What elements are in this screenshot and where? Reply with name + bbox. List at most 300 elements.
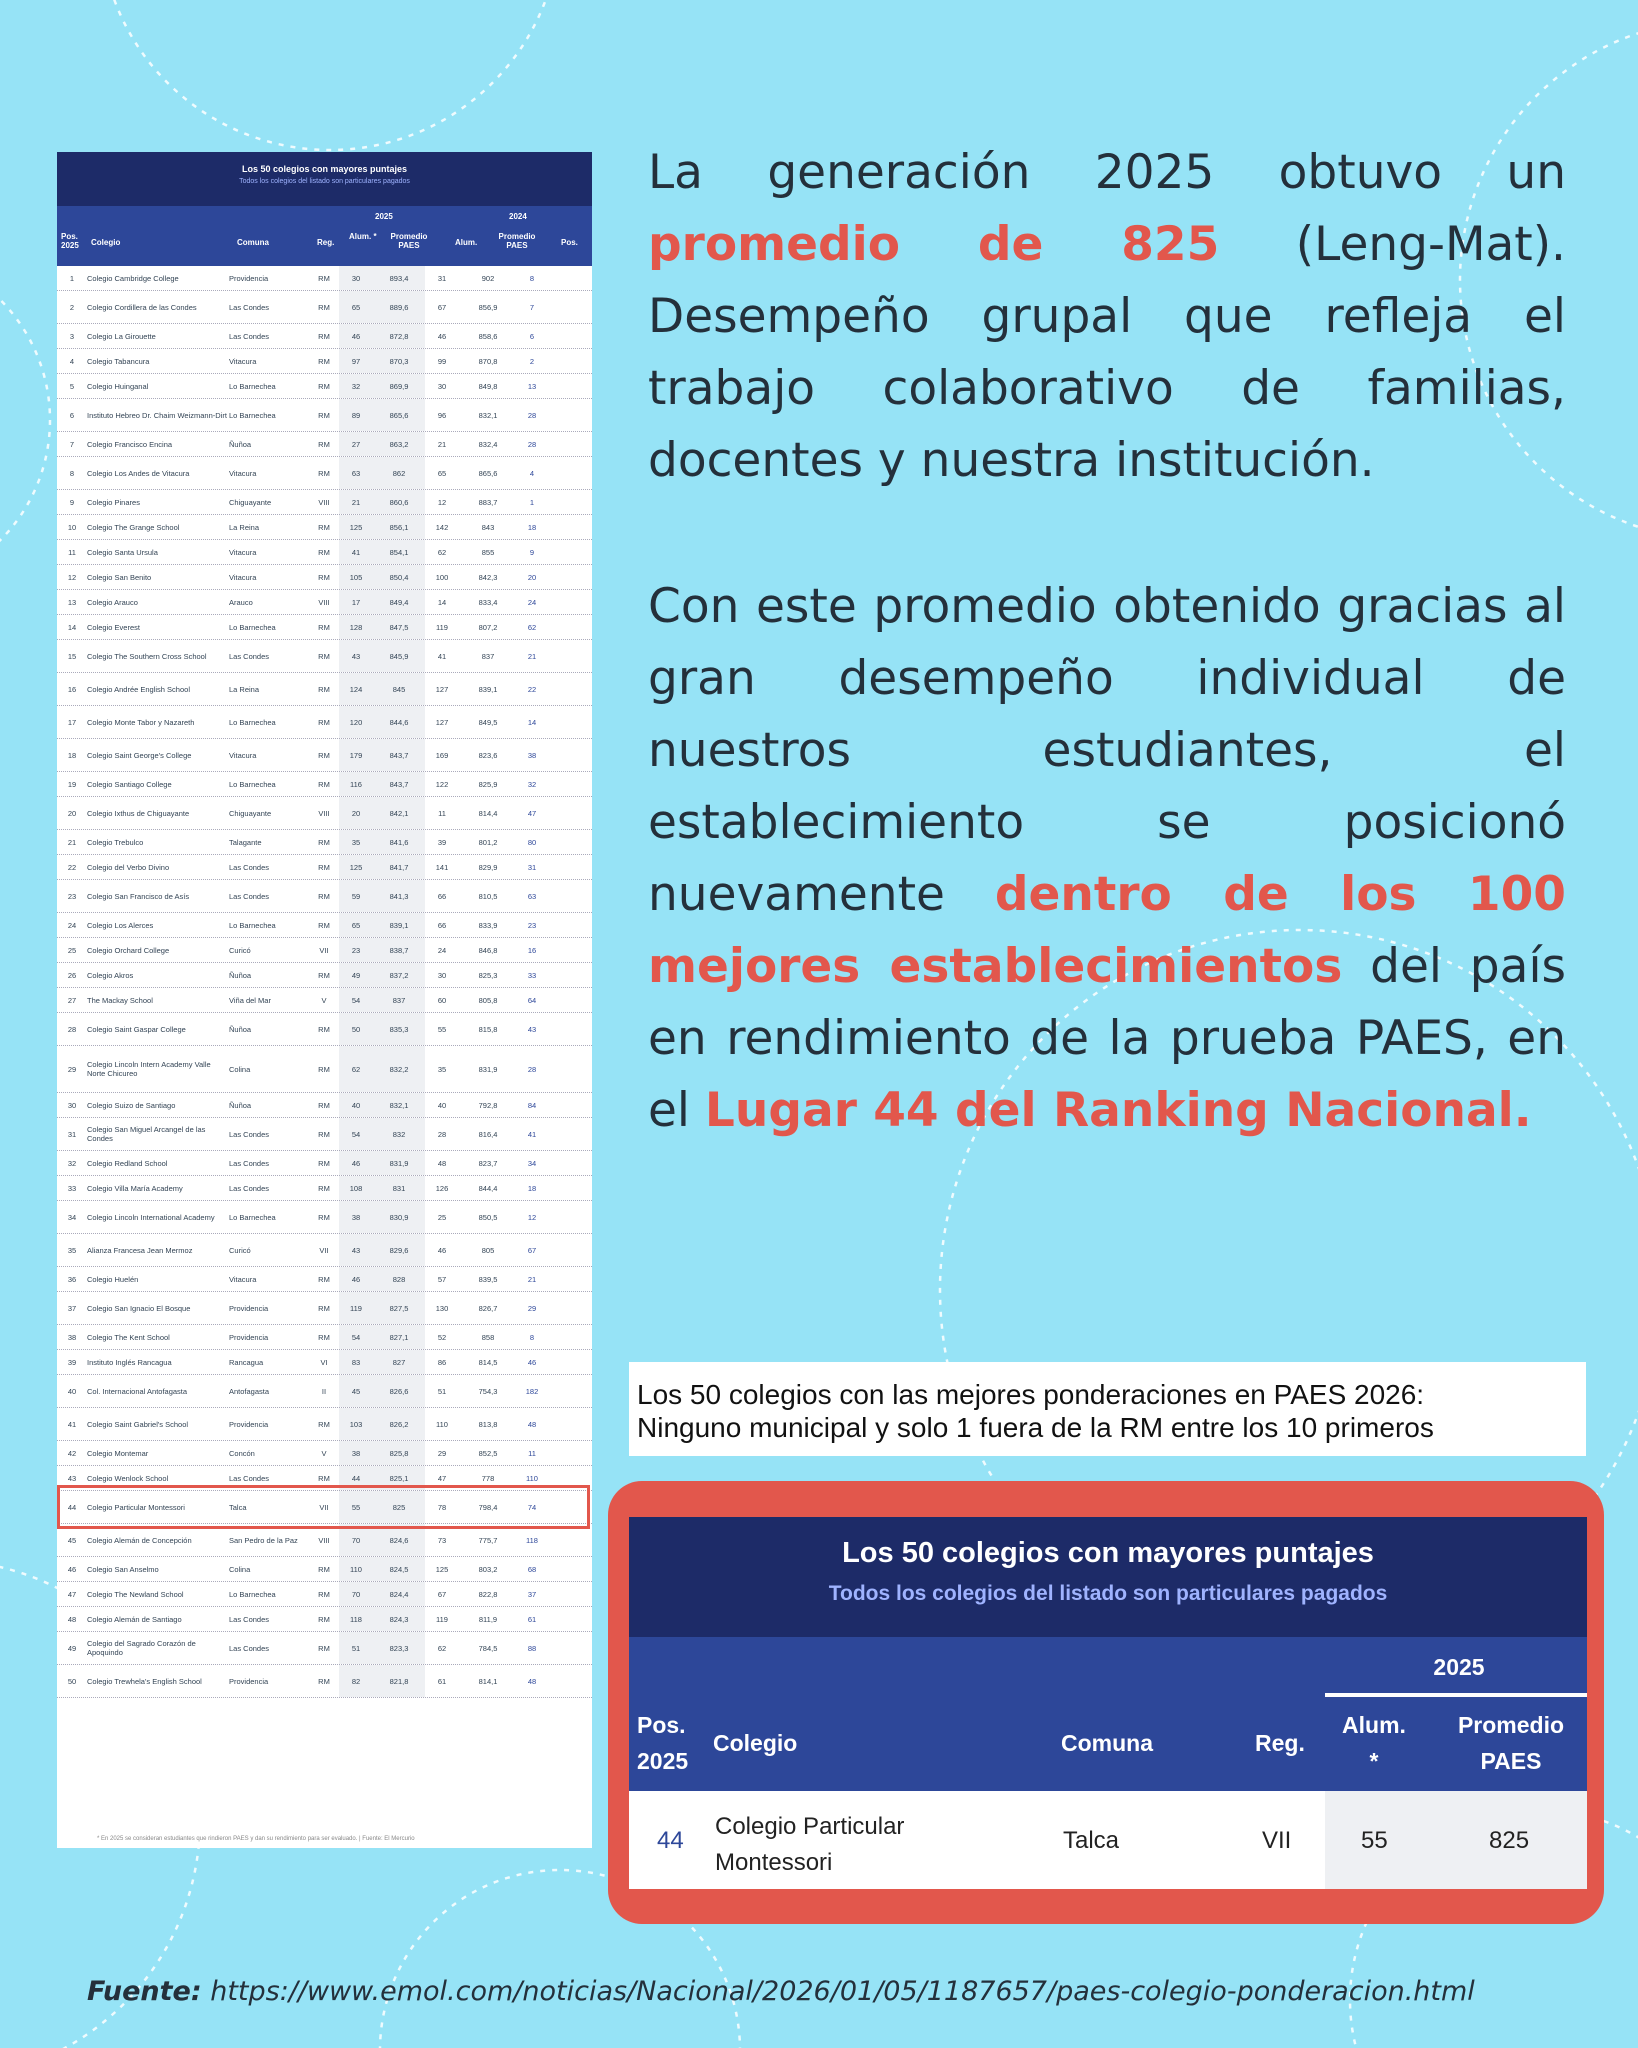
mini-cell-pos-2024: 1 [529,497,535,507]
mini-cell-pos: 13 [67,597,77,607]
mini-cell-alum-2024: 66 [437,891,447,901]
mini-table-column-headers [57,206,592,266]
mini-table-row [57,1557,592,1582]
mini-cell-pos-2024: 182 [525,1386,539,1396]
mini-cell-comuna: Lo Barnechea [229,622,276,632]
mini-cell-alum: 46 [339,1267,373,1291]
mini-cell-alum: 23 [339,938,373,962]
mini-cell-pos-2024: 62 [527,622,537,632]
mini-cell-reg: V [321,995,327,1005]
mini-cell-promedio-2024: 849,5 [478,717,498,727]
mini-cell-alum: 118 [339,1607,373,1631]
mini-cell-pos-2024: 12 [527,1212,537,1222]
mini-table-row [57,1118,592,1151]
mini-cell-pos: 33 [67,1183,77,1193]
para2-text-b: del país en rendimiento de la prueba PAES, en el [648,939,1566,1138]
mini-cell-promedio-2024: 839,1 [478,684,498,694]
source-label: Fuente: [87,1976,202,2007]
mini-cell-promedio: 843,7 [373,772,425,796]
mini-cell-colegio: Colegio Saint Gaspar College [87,1024,186,1034]
mini-table-row [57,490,592,515]
mini-cell-pos-2024: 21 [527,651,537,661]
mini-cell-promedio-2024: 855 [481,547,495,557]
mini-table-row [57,432,592,457]
mini-cell-alum: 50 [339,1013,373,1045]
mini-cell-pos-2024: 21 [527,1274,537,1284]
mini-cell-alum-2024: 25 [437,1212,447,1222]
mini-cell-reg: RM [318,779,330,789]
mini-cell-promedio: 832,2 [373,1046,425,1092]
mini-cell-promedio: 837,2 [373,963,425,987]
mini-cell-comuna: Colina [229,1064,251,1074]
mini-cell-comuna: Colina [229,1564,251,1574]
mini-cell-promedio: 830,9 [373,1201,425,1233]
mini-cell-alum-2024: 125 [435,1564,449,1574]
mini-cell-colegio: Colegio San Ignacio El Bosque [87,1303,191,1313]
mini-cell-comuna: Curicó [229,945,251,955]
mini-cell-pos-2024: 74 [527,1502,537,1512]
mini-cell-pos: 49 [67,1643,77,1653]
mini-cell-pos-2024: 41 [527,1129,537,1139]
big-row-colegio [715,1809,904,1881]
mini-cell-reg: VIII [318,1535,330,1545]
mini-cell-reg: RM [318,1614,330,1624]
mini-cell-colegio: Colegio The Kent School [87,1332,170,1342]
big-row-alum: 55 [1361,1827,1388,1854]
big-table-title: Los 50 colegios con mayores puntajes [842,1537,1374,1569]
mini-table-row [57,1234,592,1267]
mini-cell-promedio: 850,4 [373,565,425,589]
mini-cell-pos: 23 [67,891,77,901]
mini-cell-pos-2024: 22 [527,684,537,694]
mini-cell-colegio: Colegio The Southern Cross School [87,651,207,661]
mini-cell-comuna: La Reina [229,684,260,694]
mini-cell-alum-2024: 62 [437,1643,447,1653]
mini-cell-reg: RM [318,572,330,582]
mini-cell-pos: 16 [67,684,77,694]
big-col-prom-l2: PAES [1480,1748,1542,1774]
mini-cell-alum-2024: 169 [435,750,449,760]
mini-cell-comuna: Vitacura [229,572,257,582]
mini-cell-promedio: 841,7 [373,855,425,879]
mini-cell-reg: RM [318,1158,330,1168]
big-row-colegio-l1: Colegio Particular [715,1813,905,1840]
mini-table-row [57,963,592,988]
big-col-reg: Reg. [1255,1730,1305,1756]
mini-cell-promedio-2024: 850,5 [478,1212,498,1222]
mini-cell-promedio: 826,6 [373,1375,425,1407]
mini-cell-comuna: Ñuñoa [229,1024,252,1034]
mini-cell-promedio: 893,4 [373,266,425,290]
mini-cell-alum-2024: 48 [437,1158,447,1168]
mini-cell-alum-2024: 28 [437,1129,447,1139]
mini-cell-colegio: Colegio Huinganal [87,381,149,391]
mini-cell-promedio-2024: 754,3 [478,1386,498,1396]
mini-cell-alum: 116 [339,772,373,796]
mini-cell-alum-2024: 66 [437,920,447,930]
mini-cell-pos-2024: 7 [529,302,535,312]
mini-cell-promedio-2024: 784,5 [478,1643,498,1653]
mini-cell-comuna: Vitacura [229,356,257,366]
mini-cell-promedio: 843,7 [373,739,425,771]
big-col-colegio: Colegio [713,1730,798,1756]
mini-cell-promedio: 824,5 [373,1557,425,1581]
mini-cell-promedio: 842,1 [373,797,425,829]
mini-cell-pos: 2 [69,302,75,312]
mini-cell-pos-2024: 80 [527,837,537,847]
mini-cell-alum: 54 [339,988,373,1012]
mini-cell-promedio: 828 [373,1267,425,1291]
mini-cell-promedio: 826,2 [373,1408,425,1440]
mini-cell-pos-2024: 6 [529,331,535,341]
big-col-pos-l1: Pos. [637,1712,686,1738]
mini-cell-alum: 125 [339,515,373,539]
mini-cell-promedio-2024: 856,9 [478,302,498,312]
mini-cell-pos: 44 [67,1502,77,1512]
mini-cell-alum-2024: 96 [437,410,447,420]
big-row-comuna: Talca [1063,1827,1120,1854]
mini-cell-pos-2024: 28 [527,410,537,420]
mini-cell-pos: 47 [67,1589,77,1599]
mini-cell-alum: 54 [339,1325,373,1349]
mini-cell-pos-2024: 68 [527,1564,537,1574]
mini-cell-pos: 3 [69,331,75,341]
mini-cell-comuna: Providencia [229,1676,269,1686]
mini-table-row [57,457,592,490]
mini-cell-alum-2024: 62 [437,547,447,557]
mini-cell-promedio-2024: 814,4 [478,808,498,818]
mini-cell-promedio: 831,9 [373,1151,425,1175]
mini-cell-reg: VIII [318,497,330,507]
mini-table-row [57,706,592,739]
mini-cell-comuna: Lo Barnechea [229,1212,276,1222]
mini-cell-pos: 22 [67,862,77,872]
mini-cell-promedio-2024: 846,8 [478,945,498,955]
mini-cell-pos: 19 [67,779,77,789]
mini-cell-alum: 105 [339,565,373,589]
mini-cell-colegio: Colegio Cordillera de las Condes [87,302,197,312]
mini-cell-comuna: Lo Barnechea [229,381,276,391]
mini-cell-promedio-2024: 775,7 [478,1535,498,1545]
mini-cell-promedio: 823,3 [373,1632,425,1664]
mini-cell-reg: VIII [318,597,330,607]
mini-col-promedio-2024: Promedio PAES [498,232,536,250]
mini-cell-reg: RM [318,1129,330,1139]
big-col-pos [637,1707,688,1779]
mini-cell-pos-2024: 14 [527,717,537,727]
mini-cell-colegio: Colegio San Benito [87,572,152,582]
mini-cell-reg: RM [318,1589,330,1599]
mini-cell-colegio: Colegio Pinares [87,497,140,507]
mini-cell-comuna: Concón [229,1448,255,1458]
mini-cell-colegio: Colegio Saint George's College [87,750,192,760]
mini-cell-colegio: Colegio San Anselmo [87,1564,159,1574]
mini-cell-colegio: Colegio Santiago College [87,779,172,789]
mini-cell-alum-2024: 130 [435,1303,449,1313]
big-col-year-divider [1325,1693,1587,1697]
mini-table-row [57,673,592,706]
mini-cell-alum-2024: 51 [437,1386,447,1396]
para2-text-a: Con este promedio obtenido gracias al gran desempeño individual de nuestros estudiantes, el establecimiento se posicionó nuevamente [648,579,1566,922]
mini-cell-pos: 26 [67,970,77,980]
mini-cell-alum: 20 [339,797,373,829]
mini-cell-promedio: 889,6 [373,291,425,323]
mini-cell-pos: 25 [67,945,77,955]
mini-cell-colegio: Colegio Cambridge College [87,273,179,283]
mini-cell-alum-2024: 65 [437,468,447,478]
mini-cell-promedio-2024: 842,3 [478,572,498,582]
mini-cell-alum-2024: 35 [437,1064,447,1074]
mini-cell-alum: 46 [339,324,373,348]
mini-cell-comuna: Vitacura [229,468,257,478]
mini-cell-colegio: Colegio Santa Ursula [87,547,158,557]
mini-cell-alum-2024: 11 [438,808,446,818]
mini-table-row [57,797,592,830]
mini-cell-comuna: Curicó [229,1245,251,1255]
mini-cell-promedio: 821,8 [373,1665,425,1697]
mini-cell-pos-2024: 11 [528,1448,536,1458]
mini-cell-promedio-2024: 837 [481,651,495,661]
mini-cell-promedio: 831 [373,1176,425,1200]
mini-cell-comuna: Las Condes [229,1183,270,1193]
mini-cell-comuna: Lo Barnechea [229,920,276,930]
mini-cell-promedio-2024: 831,9 [478,1064,498,1074]
mini-cell-colegio: Colegio The Grange School [87,522,180,532]
mini-cell-pos-2024: 38 [527,750,537,760]
mini-cell-colegio: Alianza Francesa Jean Mermoz [87,1245,193,1255]
mini-cell-colegio: Colegio La Girouette [87,331,156,341]
mini-cell-alum-2024: 47 [437,1473,447,1483]
mini-table-row [57,855,592,880]
mini-cell-pos: 39 [67,1357,77,1367]
mini-table-body [57,266,592,1698]
mini-cell-pos-2024: 24 [527,597,537,607]
mini-cell-comuna: Las Condes [229,1158,270,1168]
mini-table-row [57,1665,592,1698]
mini-cell-reg: RM [318,1064,330,1074]
mini-cell-promedio-2024: 805 [481,1245,495,1255]
mini-cell-reg: RM [318,1332,330,1342]
mini-cell-promedio-2024: 829,9 [478,862,498,872]
mini-cell-alum-2024: 46 [437,1245,447,1255]
mini-cell-promedio-2024: 839,5 [478,1274,498,1284]
mini-cell-promedio: 860,6 [373,490,425,514]
mini-table-row [57,1350,592,1375]
mini-cell-pos-2024: 2 [529,356,535,366]
mini-cell-promedio-2024: 844,4 [478,1183,498,1193]
mini-cell-alum-2024: 14 [437,597,447,607]
mini-cell-comuna: Chiguayante [229,808,272,818]
mini-cell-comuna: Lo Barnechea [229,717,276,727]
mini-cell-pos: 41 [67,1419,77,1429]
mini-cell-comuna: Providencia [229,273,269,283]
mini-cell-promedio: 825 [373,1491,425,1523]
mini-col-promedio: Promedio PAES [390,232,428,250]
zoomed-ranking-table [629,1517,1587,1889]
mini-cell-reg: RM [318,717,330,727]
mini-cell-colegio: Colegio Redland School [87,1158,168,1168]
mini-cell-colegio: Colegio Lincoln International Academy [87,1212,215,1222]
mini-cell-alum: 110 [339,1557,373,1581]
mini-cell-alum: 46 [339,1151,373,1175]
mini-cell-colegio: Colegio Arauco [87,597,138,607]
mini-cell-pos-2024: 33 [527,970,537,980]
mini-cell-comuna: Lo Barnechea [229,1589,276,1599]
source-url[interactable]: https://www.emol.com/noticias/Nacional/2026/01/05/1187657/paes-colegio-ponderacion.html [201,1976,1475,2007]
mini-cell-alum-2024: 60 [437,995,447,1005]
mini-cell-alum-2024: 46 [437,331,447,341]
mini-cell-promedio: 829,6 [373,1234,425,1266]
mini-cell-pos-2024: 48 [527,1676,537,1686]
mini-cell-pos-2024: 23 [527,920,537,930]
mini-cell-comuna: Las Condes [229,862,270,872]
mini-cell-comuna: Las Condes [229,331,270,341]
mini-cell-promedio: 839,1 [373,913,425,937]
mini-cell-alum-2024: 86 [437,1357,447,1367]
mini-cell-reg: RM [318,1643,330,1653]
mini-cell-alum-2024: 41 [437,651,447,661]
mini-cell-reg: RM [318,1183,330,1193]
mini-cell-alum-2024: 73 [437,1535,447,1545]
mini-cell-pos: 38 [67,1332,77,1342]
mini-table-row [57,1093,592,1118]
mini-cell-alum: 21 [339,490,373,514]
mini-table-row [57,324,592,349]
mini-cell-comuna: Vitacura [229,1274,257,1284]
mini-cell-pos: 42 [67,1448,77,1458]
mini-cell-alum-2024: 29 [437,1448,447,1458]
mini-cell-comuna: Las Condes [229,1473,270,1483]
mini-cell-pos: 6 [69,410,75,420]
mini-cell-pos: 10 [67,522,77,532]
para2-highlight-top100: dentro de los 100 mejores establecimientos [648,867,1566,994]
mini-cell-promedio-2024: 852,5 [478,1448,498,1458]
mini-cell-pos-2024: 88 [527,1643,537,1653]
mini-cell-alum-2024: 127 [435,684,449,694]
mini-cell-promedio: 865,6 [373,399,425,431]
mini-cell-alum: 70 [339,1524,373,1556]
mini-cell-reg: RM [318,970,330,980]
big-col-pos-l2: 2025 [637,1748,689,1774]
mini-cell-alum-2024: 24 [437,945,447,955]
mini-cell-alum: 41 [339,540,373,564]
mini-cell-promedio: 825,1 [373,1466,425,1490]
mini-cell-alum-2024: 119 [436,1614,448,1624]
para1-highlight-promedio: promedio de 825 [648,217,1220,272]
mini-cell-reg: RM [318,356,330,366]
mini-cell-reg: RM [318,891,330,901]
mini-cell-pos: 30 [67,1100,77,1110]
mini-cell-colegio: Colegio Ixthus de Chiguayante [87,808,190,818]
mini-table-row [57,880,592,913]
mini-cell-pos: 37 [67,1303,77,1313]
mini-cell-reg: RM [318,1274,330,1284]
mini-cell-colegio: Colegio Orchard College [87,945,170,955]
mini-table-row [57,349,592,374]
mini-cell-alum: 38 [339,1441,373,1465]
mini-cell-pos: 5 [69,381,75,391]
mini-cell-promedio-2024: 865,6 [478,468,498,478]
mini-cell-pos: 45 [67,1535,77,1545]
para1-text-a: La generación 2025 obtuvo un [648,145,1566,200]
mini-cell-colegio: Colegio San Francisco de Asís [87,891,190,901]
mini-cell-alum-2024: 57 [437,1274,447,1284]
mini-cell-promedio: 869,9 [373,374,425,398]
mini-cell-reg: RM [318,331,330,341]
mini-cell-reg: RM [318,1419,330,1429]
big-col-comuna: Comuna [1061,1730,1153,1756]
mini-cell-comuna: Las Condes [229,302,270,312]
mini-cell-alum-2024: 12 [437,497,447,507]
mini-cell-reg: RM [318,302,330,312]
mini-cell-reg: V [321,1448,327,1458]
mini-cell-promedio: 824,4 [373,1582,425,1606]
mini-cell-reg: RM [318,1303,330,1313]
mini-cell-pos: 21 [67,837,77,847]
mini-table-row [57,1582,592,1607]
mini-cell-alum: 179 [339,739,373,771]
mini-cell-colegio: Colegio Alemán de Concepción [87,1535,192,1545]
mini-cell-colegio: Colegio Huelén [87,1274,139,1284]
mini-cell-promedio-2024: 833,9 [478,920,498,930]
big-col-prom-l1: Promedio [1457,1712,1565,1738]
mini-cell-colegio: Colegio Montemar [87,1448,149,1458]
mini-highlight-row-box [57,1485,590,1529]
big-col-year: 2025 [1433,1654,1485,1680]
mini-cell-reg: VIII [318,808,330,818]
mini-cell-pos-2024: 110 [526,1473,538,1483]
mini-cell-reg: RM [318,522,330,532]
big-col-alum-l2: * [1369,1748,1379,1774]
mini-cell-pos: 7 [69,439,75,449]
mini-cell-comuna: Providencia [229,1303,269,1313]
mini-cell-alum: 32 [339,374,373,398]
mini-cell-promedio: 845 [373,673,425,705]
mini-cell-colegio: Colegio Particular Montessori [87,1502,185,1512]
mini-cell-pos: 20 [67,808,77,818]
mini-table-row [57,1632,592,1665]
mini-cell-colegio: Colegio Lincoln Intern Academy Valle Norte Chicureo [87,1060,211,1078]
para1-text-b: (Leng-Mat). Desempeño grupal que refleja el trabajo colaborativo de familias, docentes y nuestra institución. [648,217,1566,488]
mini-cell-alum: 40 [339,1093,373,1117]
mini-cell-pos: 17 [67,717,77,727]
mini-cell-alum-2024: 142 [435,522,449,532]
mini-cell-comuna: Vitacura [229,750,257,760]
mini-cell-alum-2024: 127 [435,717,449,727]
mini-cell-alum: 49 [339,963,373,987]
mini-table-row [57,1375,592,1408]
mini-cell-promedio-2024: 833,4 [478,597,498,607]
mini-cell-pos: 24 [67,920,77,930]
mini-cell-alum-2024: 30 [437,381,447,391]
mini-cell-promedio-2024: 858 [481,1332,495,1342]
mini-cell-pos-2024: 13 [527,381,537,391]
mini-cell-alum-2024: 110 [436,1419,448,1429]
mini-cell-colegio: Colegio Los Andes de Vitacura [87,468,190,478]
mini-cell-alum: 125 [339,855,373,879]
mini-table-row [57,1151,592,1176]
mini-cell-pos: 50 [67,1676,77,1686]
mini-cell-promedio-2024: 883,7 [478,497,498,507]
mini-table-row [57,291,592,324]
mini-cell-colegio: Colegio San Miguel Arcangel de las Condes [87,1125,206,1143]
headline-line-1: Los 50 colegios con las mejores ponderaciones en PAES 2026: [637,1379,1425,1410]
para2-highlight-lugar44: Lugar 44 del Ranking Nacional. [704,1083,1532,1138]
mini-cell-alum-2024: 21 [437,439,447,449]
mini-cell-pos: 15 [67,651,77,661]
mini-cell-promedio-2024: 814,5 [478,1357,498,1367]
mini-cell-reg: RM [318,439,330,449]
